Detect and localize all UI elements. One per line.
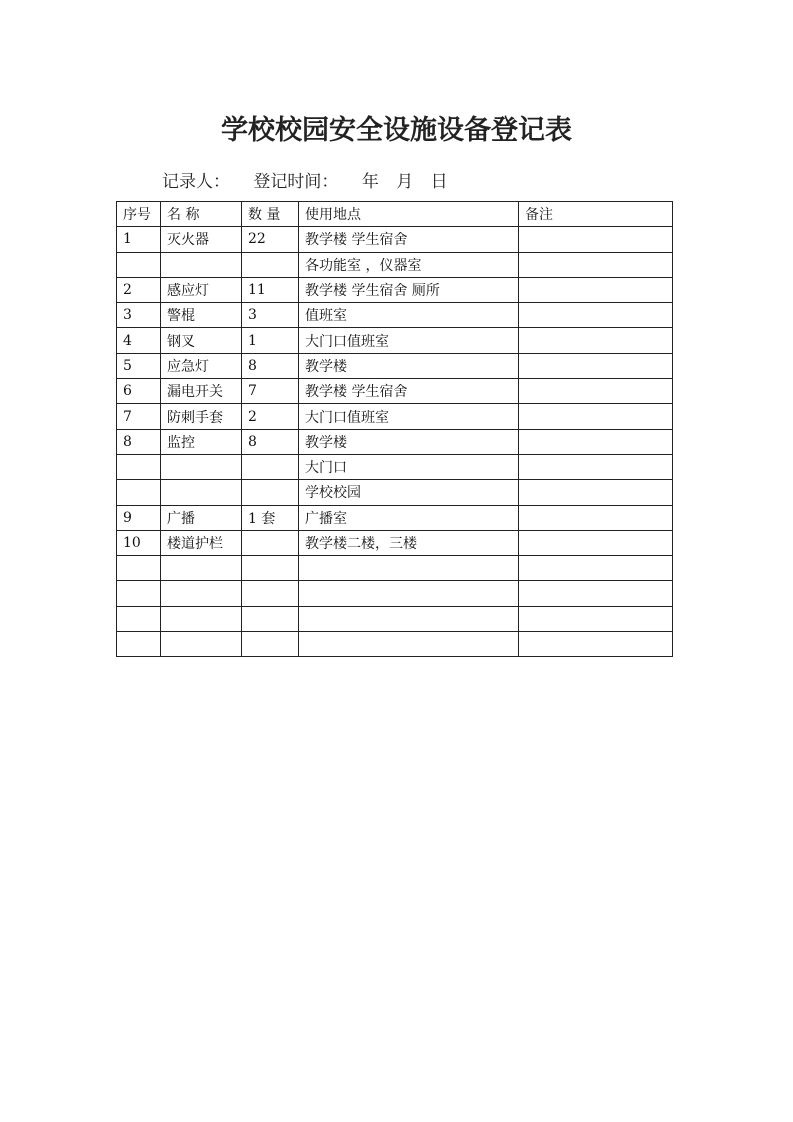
cell-quantity (242, 606, 299, 631)
cell-location (299, 581, 519, 606)
cell-name (161, 480, 242, 505)
cell-index (117, 454, 161, 479)
cell-remarks (519, 581, 673, 606)
cell-location: 教学楼 学生宿舍 厕所 (299, 277, 519, 302)
table-row (117, 277, 673, 302)
cell-location (299, 606, 519, 631)
cell-quantity: 7 (242, 379, 299, 404)
page-title: 学校校园安全设施设备登记表 (221, 115, 572, 146)
cell-remarks (519, 632, 673, 657)
cell-index: 5 (117, 353, 161, 378)
table-row (117, 379, 673, 404)
table-row (117, 429, 673, 454)
cell-quantity: 22 (242, 227, 299, 252)
cell-remarks (519, 530, 673, 555)
cell-name: 应急灯 (161, 353, 242, 378)
cell-quantity (242, 581, 299, 606)
cell-name: 感应灯 (161, 277, 242, 302)
table-row (117, 227, 673, 252)
cell-name (161, 454, 242, 479)
table-body (117, 227, 673, 657)
cell-remarks (519, 429, 673, 454)
cell-location: 大门口值班室 (299, 328, 519, 353)
table-row (117, 454, 673, 479)
cell-quantity: 11 (242, 277, 299, 302)
cell-name: 钢叉 (161, 328, 242, 353)
cell-index (117, 606, 161, 631)
cell-name: 楼道护栏 (161, 530, 242, 555)
cell-remarks (519, 379, 673, 404)
cell-name: 防刺手套 (161, 404, 242, 429)
cell-location: 值班室 (299, 303, 519, 328)
cell-remarks (519, 277, 673, 302)
header-remarks: 备注 (519, 202, 673, 227)
cell-name (161, 556, 242, 581)
cell-location: 学校校园 (299, 480, 519, 505)
cell-index: 2 (117, 277, 161, 302)
cell-quantity: 3 (242, 303, 299, 328)
cell-name: 监控 (161, 429, 242, 454)
day-label: 日 (430, 172, 448, 192)
cell-quantity (242, 480, 299, 505)
table-row (117, 505, 673, 530)
cell-location (299, 632, 519, 657)
cell-remarks (519, 606, 673, 631)
cell-remarks (519, 303, 673, 328)
table-row (117, 606, 673, 631)
table-row (117, 328, 673, 353)
cell-location: 教学楼 学生宿舍 (299, 227, 519, 252)
cell-index: 9 (117, 505, 161, 530)
header-quantity: 数 量 (242, 202, 299, 227)
cell-quantity (242, 454, 299, 479)
table-row (117, 530, 673, 555)
register-table (116, 201, 673, 657)
cell-index: 6 (117, 379, 161, 404)
cell-index: 7 (117, 404, 161, 429)
cell-index: 4 (117, 328, 161, 353)
year-label: 年 (361, 172, 379, 192)
cell-remarks (519, 328, 673, 353)
cell-remarks (519, 252, 673, 277)
cell-quantity (242, 530, 299, 555)
cell-remarks (519, 404, 673, 429)
cell-location: 教学楼 (299, 429, 519, 454)
table-row (117, 480, 673, 505)
cell-location: 大门口值班室 (299, 404, 519, 429)
cell-quantity: 8 (242, 429, 299, 454)
cell-location: 大门口 (299, 454, 519, 479)
cell-location: 各功能室 ，仪器室 (299, 252, 519, 277)
cell-index (117, 581, 161, 606)
cell-name (161, 632, 242, 657)
header-name: 名 称 (161, 202, 242, 227)
cell-remarks (519, 556, 673, 581)
table-header-row (117, 202, 673, 227)
cell-index: 1 (117, 227, 161, 252)
table-row (117, 252, 673, 277)
header-index: 序号 (117, 202, 161, 227)
cell-remarks (519, 505, 673, 530)
table-row (117, 404, 673, 429)
cell-index: 10 (117, 530, 161, 555)
cell-quantity (242, 632, 299, 657)
cell-name: 广播 (161, 505, 242, 530)
cell-name (161, 581, 242, 606)
cell-index (117, 632, 161, 657)
table-row (117, 632, 673, 657)
cell-name: 警棍 (161, 303, 242, 328)
cell-location (299, 556, 519, 581)
time-label: 登记时间： (253, 172, 339, 192)
cell-index: 8 (117, 429, 161, 454)
cell-location: 教学楼 (299, 353, 519, 378)
table-row (117, 556, 673, 581)
cell-quantity: 1 (242, 328, 299, 353)
cell-quantity: 2 (242, 404, 299, 429)
cell-remarks (519, 454, 673, 479)
table-row (117, 353, 673, 378)
header-location: 使用地点 (299, 202, 519, 227)
cell-remarks (519, 353, 673, 378)
cell-location: 广播室 (299, 505, 519, 530)
cell-quantity: 8 (242, 353, 299, 378)
table-row (117, 303, 673, 328)
cell-name (161, 252, 242, 277)
cell-remarks (519, 227, 673, 252)
month-label: 月 (396, 172, 414, 192)
cell-name: 漏电开关 (161, 379, 242, 404)
cell-index (117, 252, 161, 277)
cell-name: 灭火器 (161, 227, 242, 252)
cell-quantity (242, 556, 299, 581)
cell-location: 教学楼二楼，三楼 (299, 530, 519, 555)
cell-remarks (519, 480, 673, 505)
cell-quantity: 1 套 (242, 505, 299, 530)
cell-location: 教学楼 学生宿舍 (299, 379, 519, 404)
cell-index (117, 556, 161, 581)
cell-index: 3 (117, 303, 161, 328)
cell-quantity (242, 252, 299, 277)
cell-index (117, 480, 161, 505)
recorder-label: 记录人： (162, 172, 230, 192)
cell-name (161, 606, 242, 631)
meta-line (162, 167, 448, 192)
table-row (117, 581, 673, 606)
